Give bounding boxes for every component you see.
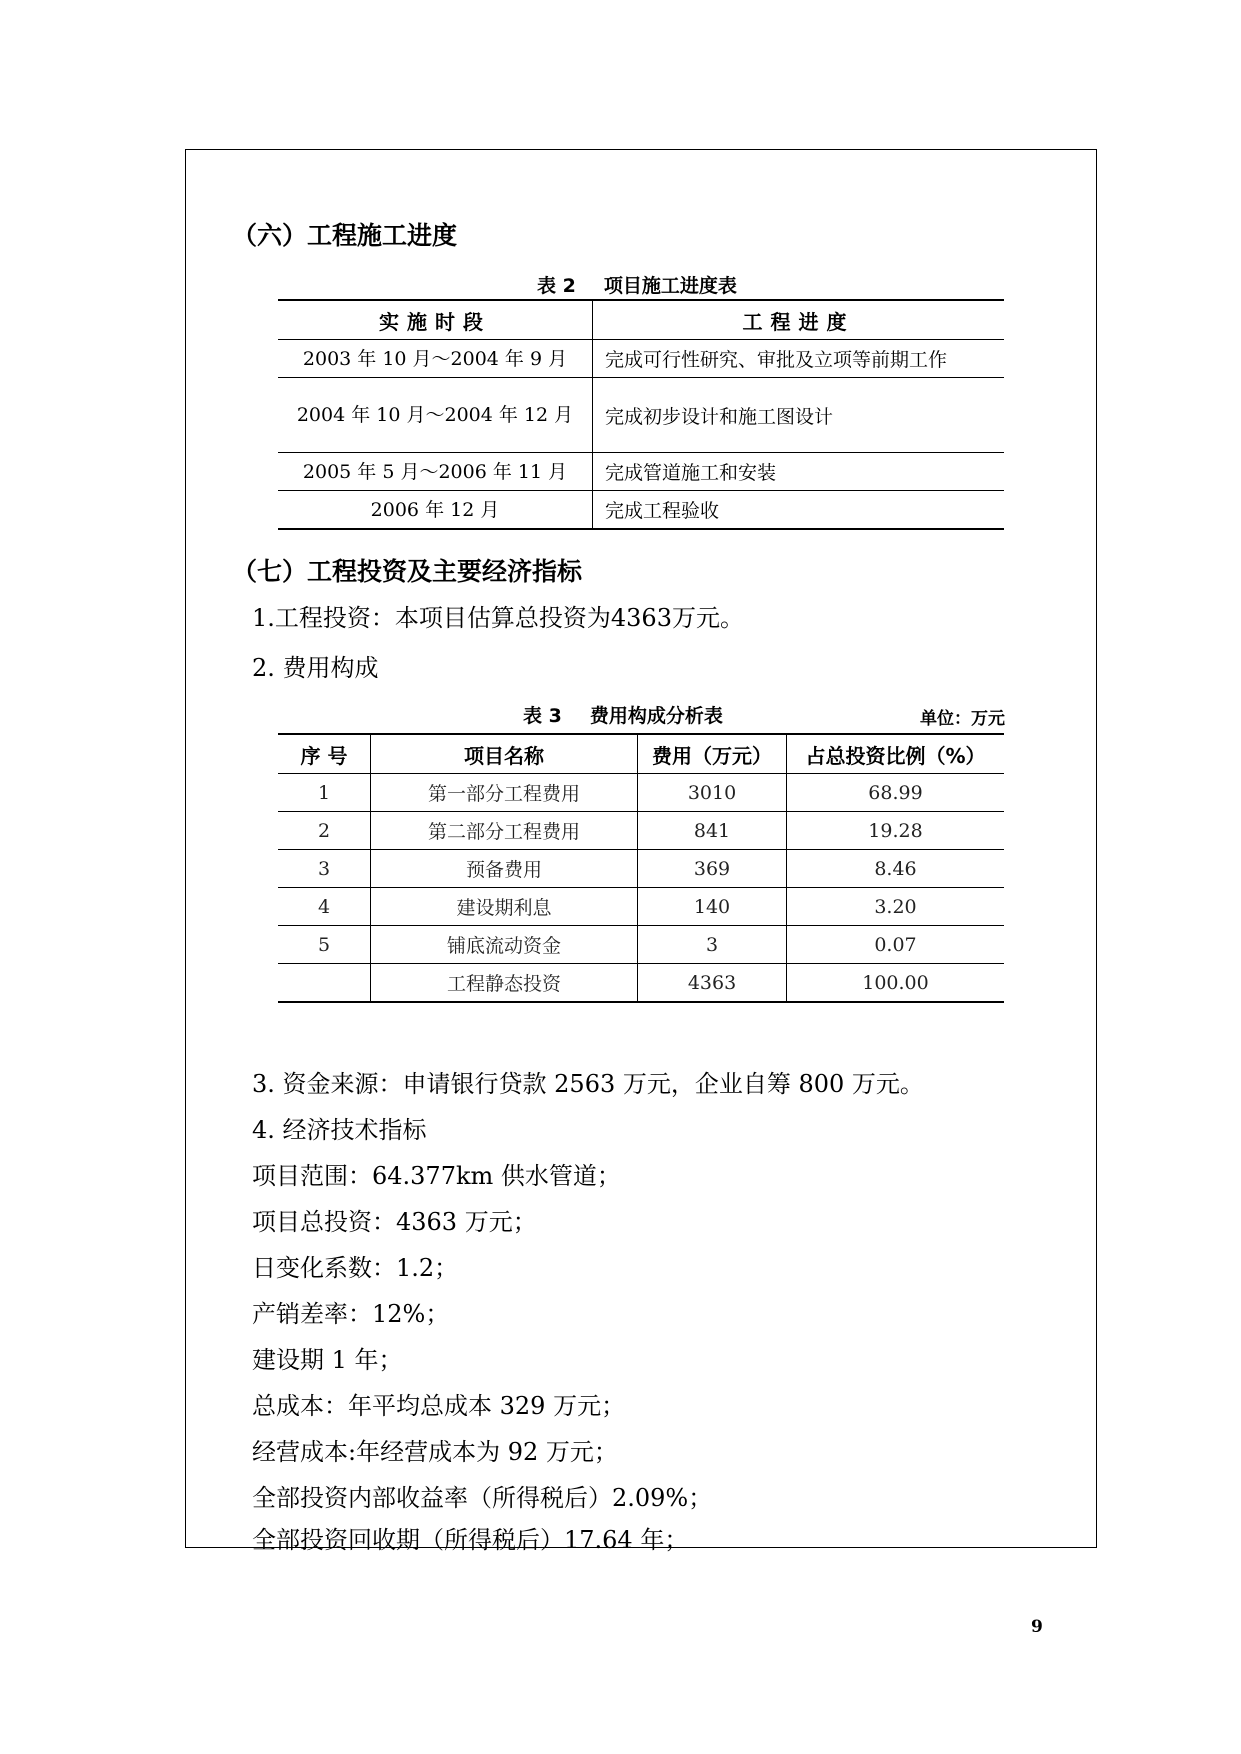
indicator-line: 项目范围：64.377km 供水管道； (252, 1162, 621, 1190)
progress-cell: 完成工程验收 (605, 500, 720, 522)
no-cell: 3 (278, 850, 371, 888)
period-cell: 2005 年 5 月～2006 年 11 月 (278, 453, 593, 491)
table-row (278, 453, 1004, 491)
table-row (278, 850, 1004, 888)
name-cell: 预备费用 (371, 850, 638, 888)
col-header-ratio: 占总投资比例（%） (787, 734, 1005, 774)
cost-cell: 140 (638, 888, 787, 926)
name-cell: 第一部分工程费用 (371, 774, 638, 812)
ratio-cell: 3.20 (787, 888, 1005, 926)
table-row (278, 926, 1004, 964)
ratio-cell: 8.46 (787, 850, 1005, 888)
name-cell: 建设期利息 (371, 888, 638, 926)
cost-table (278, 733, 1004, 1003)
table-header-row (278, 734, 1004, 774)
section6-heading: （六）工程施工进度 (232, 221, 458, 250)
progress-cell: 完成可行性研究、审批及立项等前期工作 (593, 340, 1005, 378)
name-cell: 第二部分工程费用 (371, 812, 638, 850)
indicator-line: 总成本：年平均总成本 329 万元； (252, 1392, 626, 1420)
period-cell: 2004 年 10 月～2004 年 12 月 (278, 378, 593, 453)
table3-caption (523, 701, 723, 728)
no-cell: 5 (278, 926, 371, 964)
indicators-heading: 4. 经济技术指标 (252, 1116, 427, 1144)
cost-cell: 4363 (638, 964, 787, 1003)
col-header-name: 项目名称 (371, 734, 638, 774)
col-header-no: 序 号 (278, 734, 371, 774)
col-header-progress: 工程进度 (593, 300, 1005, 340)
table3-unit: 单位：万元 (920, 709, 1005, 729)
ratio-cell: 0.07 (787, 926, 1005, 964)
ratio-cell: 100.00 (862, 971, 929, 994)
cost-cell: 369 (638, 850, 787, 888)
progress-cell: 完成初步设计和施工图设计 (593, 378, 1005, 453)
table-row (278, 491, 1004, 530)
table-row (278, 378, 1004, 453)
table-row (278, 888, 1004, 926)
indicator-line: 全部投资内部收益率（所得税后）2.09%； (252, 1484, 713, 1512)
section7-heading: （七）工程投资及主要经济指标 (232, 557, 583, 586)
ratio-cell: 19.28 (787, 812, 1005, 850)
progress-cell: 完成管道施工和安装 (593, 453, 1005, 491)
name-cell: 铺底流动资金 (371, 926, 638, 964)
page-number: 9 (1031, 1617, 1043, 1637)
col-header-cost: 费用（万元） (638, 734, 787, 774)
table2-caption (537, 271, 737, 298)
table2-caption-title: 项目施工进度表 (603, 275, 737, 297)
period-cell: 2006 年 12 月 (278, 491, 593, 530)
table3-caption-no: 表 3 (523, 705, 562, 727)
no-cell (278, 964, 371, 1003)
funding-source-line: 3. 资金来源：申请银行贷款 2563 万元，企业自筹 800 万元。 (252, 1070, 924, 1098)
col-header-period: 实施时段 (278, 300, 593, 340)
indicator-line: 经营成本:年经营成本为 92 万元； (252, 1438, 618, 1466)
no-cell: 4 (278, 888, 371, 926)
table3-caption-title: 费用构成分析表 (589, 705, 723, 727)
table-row (278, 964, 1004, 1003)
indicator-line: 全部投资回收期（所得税后）17.64 年； (252, 1526, 689, 1554)
indicator-line: 建设期 1 年； (252, 1346, 403, 1374)
table-header-row (278, 300, 1004, 340)
table2-caption-no: 表 2 (537, 275, 576, 297)
cost-composition-label: 2. 费用构成 (252, 654, 379, 682)
schedule-table (278, 299, 1004, 530)
no-cell: 1 (278, 774, 371, 812)
investment-paragraph: 1.工程投资：本项目估算总投资为4363万元。 (252, 604, 744, 632)
indicator-line: 产销差率：12%； (252, 1300, 450, 1328)
ratio-cell: 68.99 (787, 774, 1005, 812)
table-row (278, 340, 1004, 378)
name-cell: 工程静态投资 (371, 964, 638, 1003)
period-cell: 2003 年 10 月～2004 年 9 月 (278, 340, 593, 378)
cost-cell: 3010 (638, 774, 787, 812)
no-cell: 2 (278, 812, 371, 850)
indicator-line: 日变化系数：1.2； (252, 1254, 459, 1282)
indicator-line: 项目总投资：4363 万元； (252, 1208, 537, 1236)
cost-cell: 841 (638, 812, 787, 850)
table-row (278, 812, 1004, 850)
cost-cell: 3 (638, 926, 787, 964)
table-row (278, 774, 1004, 812)
